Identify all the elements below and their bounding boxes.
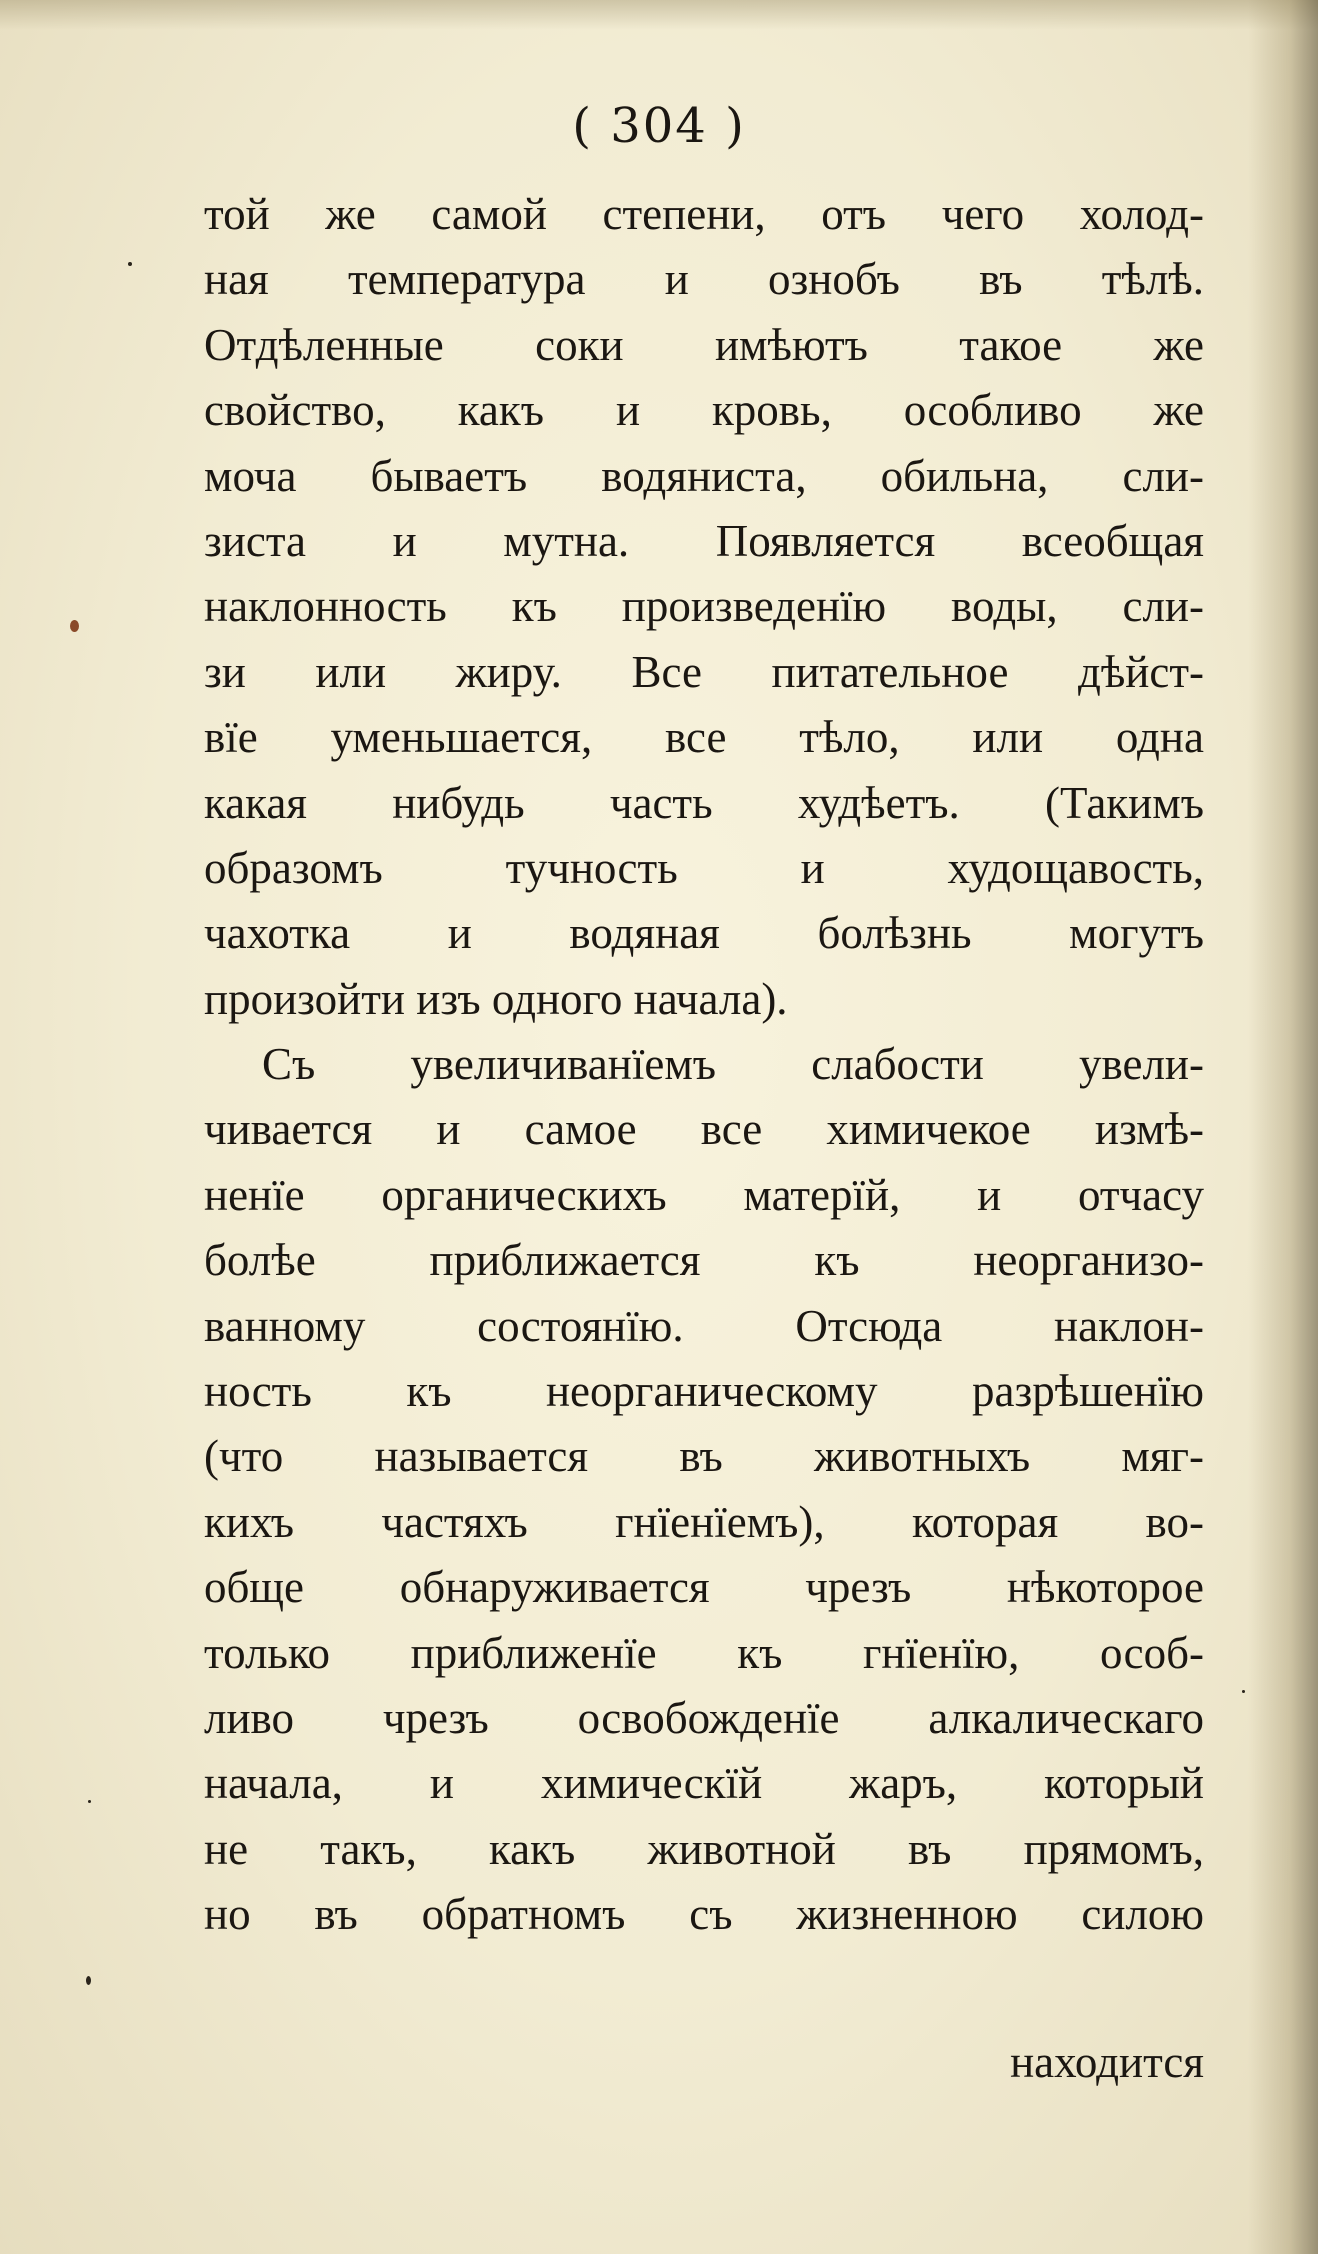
ink-speck [70,620,79,632]
text-line: зи или жиру. Все питательное дѣйст- [204,646,1204,697]
text-line: ванному состоянїю. Отсюда наклон- [204,1300,1204,1351]
text-line: той же самой степени, отъ чего холод- [204,189,1204,239]
text-line: ная температура и ознобъ въ тѣлѣ. [204,254,1204,305]
text-line: ливо чрезъ освобожденїе алкалическаго [204,1692,1204,1743]
text-line: наклонность къ произведенїю воды, сли- [204,581,1204,632]
page-edge-shadow [1248,0,1318,2254]
text-line: обще обнаруживается чрезъ нѣкоторое [204,1562,1204,1613]
text-line: (что называется въ животныхъ мяг- [204,1431,1204,1482]
text-line: не такъ, какъ животной въ прямомъ, [204,1823,1204,1874]
ink-speck [128,262,132,266]
text-line: зиста и мутна. Появляется всеобщая [204,515,1204,566]
text-line: чивается и самое все химичекое измѣ- [204,1104,1204,1155]
text-line: какая нибудь часть худѣетъ. (Такимъ [204,777,1204,828]
text-line: свойство, какъ и кровь, особливо же [204,385,1204,436]
ink-speck [88,1800,91,1803]
text-line: моча бываетъ водяниста, обильна, сли- [204,450,1204,501]
text-line: кихъ частяхъ гнїенїемъ), которая во- [204,1496,1204,1547]
ink-speck [86,1976,91,1985]
catchword: находится [1010,2037,1204,2087]
text-line: болѣе приближается къ неорганизо- [204,1235,1204,1286]
text-line: но въ обратномъ съ жизненною силою [204,1889,1204,1940]
text-line: ненїе органическихъ матерїй, и отчасу [204,1169,1204,1220]
text-line: вїе уменьшается, все тѣло, или одна [204,712,1204,763]
page-number: ( 304 ) [572,98,746,154]
text-line: только приближенїе къ гнїенїю, особ- [204,1627,1204,1678]
text-line: Отдѣленные соки имѣютъ такое же [204,319,1204,370]
text-line: ность къ неорганическому разрѣшенїю [204,1366,1204,1417]
page-top-shadow [0,0,1318,30]
text-line: Съ увеличиванїемъ слабости увели- [262,1039,1204,1090]
ink-speck [1242,1690,1245,1693]
body-text [204,182,1204,1948]
text-line: чахотка и водяная болѣзнь могутъ [204,908,1204,959]
text-line: произойти изъ одного начала). [204,973,788,1024]
text-line: начала, и химическїй жаръ, который [204,1758,1204,1809]
text-line: образомъ тучность и худощавость, [204,842,1204,893]
